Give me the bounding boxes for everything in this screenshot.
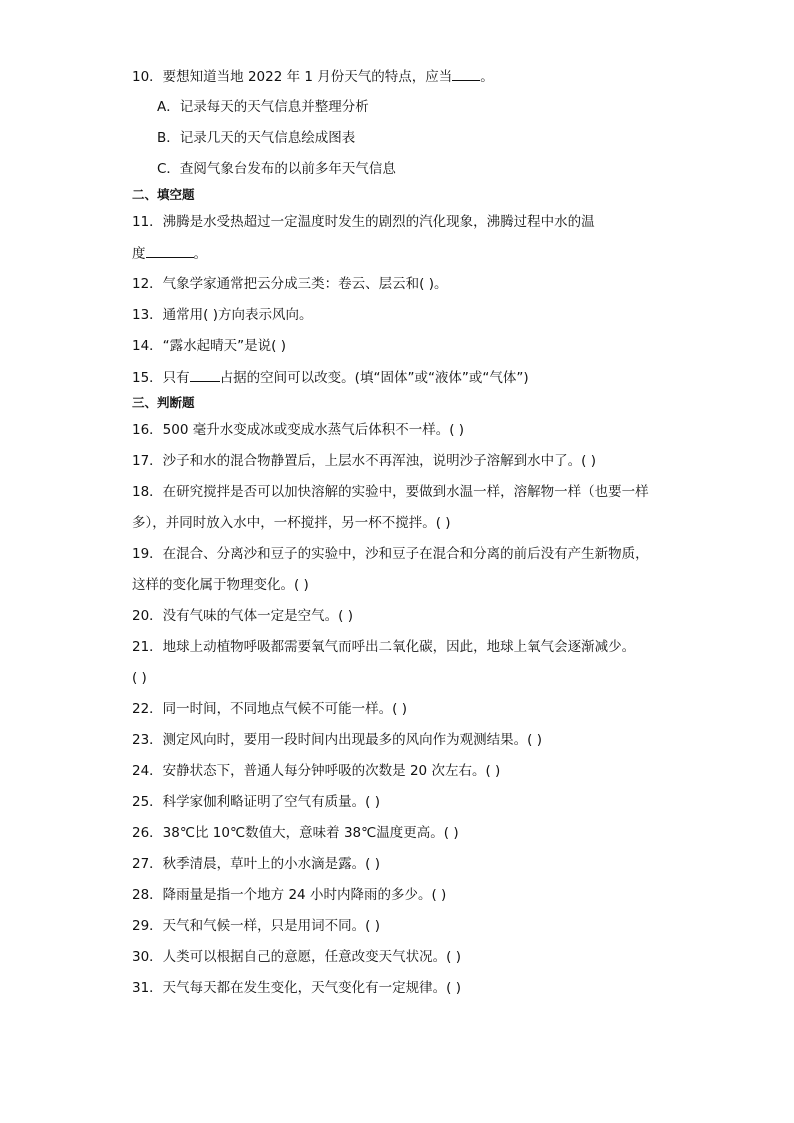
question-19-line-2: 这样的变化属于物理变化。( ) <box>132 577 309 593</box>
answer-blank[interactable] <box>190 368 220 382</box>
question-21-line-1: 21．地球上动植物呼吸都需要氧气而呼出二氧化碳，因此，地球上氧气会逐渐减少。 <box>132 639 636 655</box>
question-20: 20．没有气味的气体一定是空气。( ) <box>132 608 354 624</box>
question-15: 15．只有 占据的空间可以改变。(填“固体”或“液体”或“气体”) <box>132 370 529 386</box>
question-30: 30．人类可以根据自己的意愿，任意改变天气状况。( ) <box>132 949 462 965</box>
question-29: 29．天气和气候一样，只是用词不同。( ) <box>132 918 381 934</box>
question-24: 24．安静状态下，普通人每分钟呼吸的次数是 20 次左右。( ) <box>132 763 501 779</box>
question-28: 28．降雨量是指一个地方 24 小时内降雨的多少。( ) <box>132 887 447 903</box>
question-27: 27．秋季清晨，草叶上的小水滴是露。( ) <box>132 856 381 872</box>
question-18-line-2: 多），并同时放入水中，一杯搅拌，另一杯不搅拌。( ) <box>132 515 451 531</box>
question-10-option-a[interactable]: A．记录每天的天气信息并整理分析 <box>157 99 369 115</box>
section-title-true-false: 三、判断题 <box>132 395 195 410</box>
question-10-option-b[interactable]: B．记录几天的天气信息绘成图表 <box>157 130 356 146</box>
question-11-line-2: 度 。 <box>132 246 207 262</box>
question-12: 12．气象学家通常把云分成三类：卷云、层云和( )。 <box>132 276 448 292</box>
question-14: 14．“露水起晴天”是说( ) <box>132 338 286 354</box>
question-10-option-c[interactable]: C．查阅气象台发布的以前多年天气信息 <box>157 161 396 177</box>
question-23: 23．测定风向时，要用一段时间内出现最多的风向作为观测结果。( ) <box>132 732 543 748</box>
question-16: 16．500 毫升水变成冰或变成水蒸气后体积不一样。( ) <box>132 422 465 438</box>
question-13: 13．通常用( )方向表示风向。 <box>132 307 313 323</box>
question-22: 22．同一时间，不同地点气候不可能一样。( ) <box>132 701 408 717</box>
question-25: 25．科学家伽利略证明了空气有质量。( ) <box>132 794 381 810</box>
question-11-line-1: 11．沸腾是水受热超过一定温度时发生的剧烈的汽化现象，沸腾过程中水的温 <box>132 214 595 230</box>
question-26: 26．38℃比 10℃数值大，意味着 38℃温度更高。( ) <box>132 825 459 841</box>
question-10-stem: 10．要想知道当地 2022 年 1 月份天气的特点，应当 。 <box>132 69 494 85</box>
question-19-line-1: 19．在混合、分离沙和豆子的实验中，沙和豆子在混合和分离的前后没有产生新物质， <box>132 546 649 562</box>
question-21-line-2: ( ) <box>132 670 147 686</box>
question-31: 31．天气每天都在发生变化，天气变化有一定规律。( ) <box>132 980 462 996</box>
section-title-fill-in-blank: 二、填空题 <box>132 187 195 202</box>
question-18-line-1: 18．在研究搅拌是否可以加快溶解的实验中，要做到水温一样，溶解物一样（也要一样 <box>132 484 649 500</box>
question-17: 17．沙子和水的混合物静置后，上层水不再浑浊，说明沙子溶解到水中了。( ) <box>132 453 597 469</box>
answer-blank[interactable] <box>146 244 194 258</box>
answer-blank[interactable] <box>452 67 480 81</box>
